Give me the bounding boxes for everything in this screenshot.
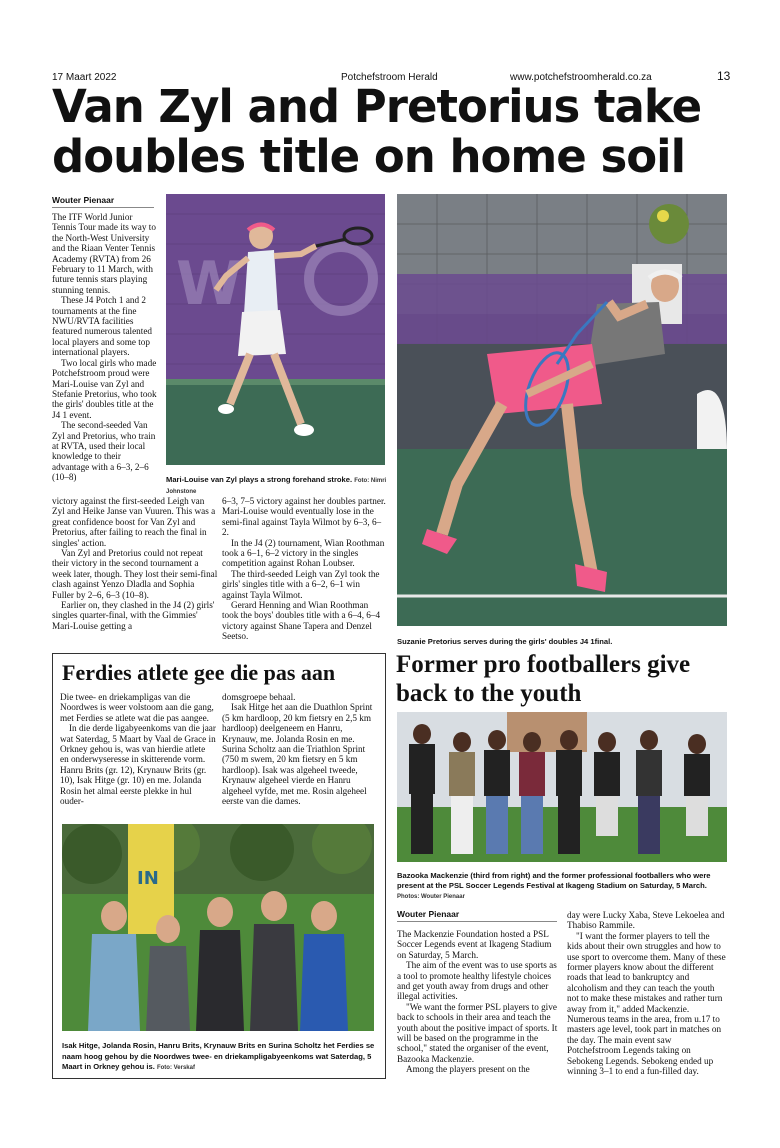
photo-forehand xyxy=(166,194,385,465)
page-number: 13 xyxy=(717,69,731,83)
photo-athletes xyxy=(62,824,374,1031)
tennis-column-right: 6–3, 7–5 victory against her doubles partner. Mari-Louise would eventually lose in the semi-final against Tayla Wilmot by 6–3, 6–2. In the J4 (2) tournament, Wian Roothman took a 6–1, 6–2 victory in the singles competition against Rohan Loubser. The third-seeded Leigh van Zyl took the girls' singles title with a 6–2, 6–1 win against Tayla Wilmot. Gerard Henning and Wian Roothman took the boys' doubles title with a 6–4, 6–4 victory against Shane Tapera and Denzel Seetso. xyxy=(222,496,386,642)
byline-tennis: Wouter Pienaar xyxy=(52,195,154,208)
tennis-column-left: victory against the first-seeded Leigh van Zyl and Heike Janse van Vuuren. This was a great confidence boost for Van Zyl and Pretorius, after failing to reach the final in singles' action. Van Zyl and Pretorius could not repeat their victory in the second tournament a week later, though. They lost their semi-final clash against Yenzo Dladla and Sophia Fuller by 2–6, 6–3 (10–8). Earlier on, they clashed in the J4 (2) girls' singles quarter-final, with the Gimmies' Mari-Louise getting a xyxy=(52,496,218,631)
issue-date: 17 Maart 2022 xyxy=(52,72,117,83)
ferdies-column-left: Die twee- en driekampligas van die Noordwes is weer volstoom aan die gang, met Ferdies se atlete wat die pas aangee. In die derde ligabyeenkoms van die jaar wat Saterdag, 5 Maart by Vaal de Grace in Orkney gehou is, was van hierdie atlete en onderwyseresse in skitterende vorm. Hanru Brits (gr. 12), Krynauw Brits (gr. 10), Isak Hitge (gr. 10) en me. Jolanda Rosin het almal eerste plekke in hul ouder- xyxy=(60,692,216,807)
photo-serve xyxy=(397,194,727,626)
publication-name: Potchefstroom Herald xyxy=(341,72,438,83)
svg-text:IN: IN xyxy=(137,868,159,889)
caption-serve: Suzanie Pretorius serves during the girls' doubles J4 1final. xyxy=(397,637,613,646)
caption-forehand: Mari-Louise van Zyl plays a strong forehand stroke. Foto: Nimri Johnstone xyxy=(166,475,387,495)
website-url[interactable]: www.potchefstroomherald.co.za xyxy=(510,72,652,83)
football-column-right: day were Lucky Xaba, Steve Lekoelea and Thabiso Rammile. "I want the former players to tell the kids about their own struggles and how to use sport to overcome them. Many of these former players know about the different roads that lead to bankruptcy and alcoholism and they can teach the youth not to make these mistakes and rather turn away from it," added Mackenzie. Numerous teams in the area, from u.17 to masters age level, took part in matches on the day. The main event saw Potchefstroom Legends taking on Sebokeng Legends. Sebokeng ended up winning 3–1 to end a fun-filled day. xyxy=(567,910,726,1077)
caption-footballers: Bazooka Mackenzie (third from right) and the former professional footballers who were present at the PSL Soccer Legends Festival at Ikageng Stadium on Saturday, 5 March. Photos: Wouter Pienaar xyxy=(397,871,711,900)
ferdies-column-right: domsgroepe behaal. Isak Hitge het aan die Duathlon Sprint (5 km hardloop, 20 km fietsry en 2,5 km hardloop) deelgeneem en Hanru, Krynauw, me. Jolanda Rosin en me. Surina Scholtz aan die Triathlon Sprint (750 m swem, 20 km fietsry en 5 km hardloop). Isak was algeheel tweede, Krynauw algeheel vierde en Hanru algeheel vyfde, met me. Rosin algeheel eerste van die dames. xyxy=(222,692,373,807)
football-column-left: The Mackenzie Foundation hosted a PSL Soccer Legends event at Ikageng Stadium on Saturday, 5 March. The aim of the event was to use sports as a tool to promote healthy lifestyle choices and get youth away from drugs and other illegal activities. "We want the former PSL players to give back to schools in their area and teach the youth about the positive impact of sports. It will be based on the programme in the school," stated the organiser of the event, Bazooka Mackenzie. Among the players present on the xyxy=(397,929,558,1075)
headline-ferdies: Ferdies atlete gee die pas aan xyxy=(62,660,336,685)
caption-athletes: Isak Hitge, Jolanda Rosin, Hanru Brits, Krynauw Brits en Surina Scholtz het Ferdies se naam hoog gehou by die Noordwes twee- en driekampligabyeenkoms wat Saterdag, 5 Maart in Orkney gehou is. Foto: Verskaf xyxy=(62,1041,375,1071)
byline-football: Wouter Pienaar xyxy=(397,909,557,922)
photo-footballers xyxy=(397,712,727,862)
headline-tennis: Van Zyl and Pretorius take doubles title on home soil xyxy=(52,80,702,183)
headline-footballers: Former pro footballers give back to the youth xyxy=(396,651,691,707)
tennis-narrow-column: The ITF World Junior Tennis Tour made its way to the North-West University and the Riaan Venter Tennis Academy (RVTA) from 26 February to 11 March, with future tennis stars playing stunning tennis. These J4 Potch 1 and 2 tournaments at the fine NWU/RVTA facilities featured numerous talented local players and some top international players. Two local girls who made Potchefstroom proud were Mari-Louise van Zyl and Stefanie Pretorius, who took the girls' doubles title at the J4 1 event. The second-seeded Van Zyl and Pretorius, who train at RVTA, used their local knowledge to their advantage with a 6–3, 2–6 (10–8) xyxy=(52,212,157,483)
svg-text:W: W xyxy=(176,249,243,319)
